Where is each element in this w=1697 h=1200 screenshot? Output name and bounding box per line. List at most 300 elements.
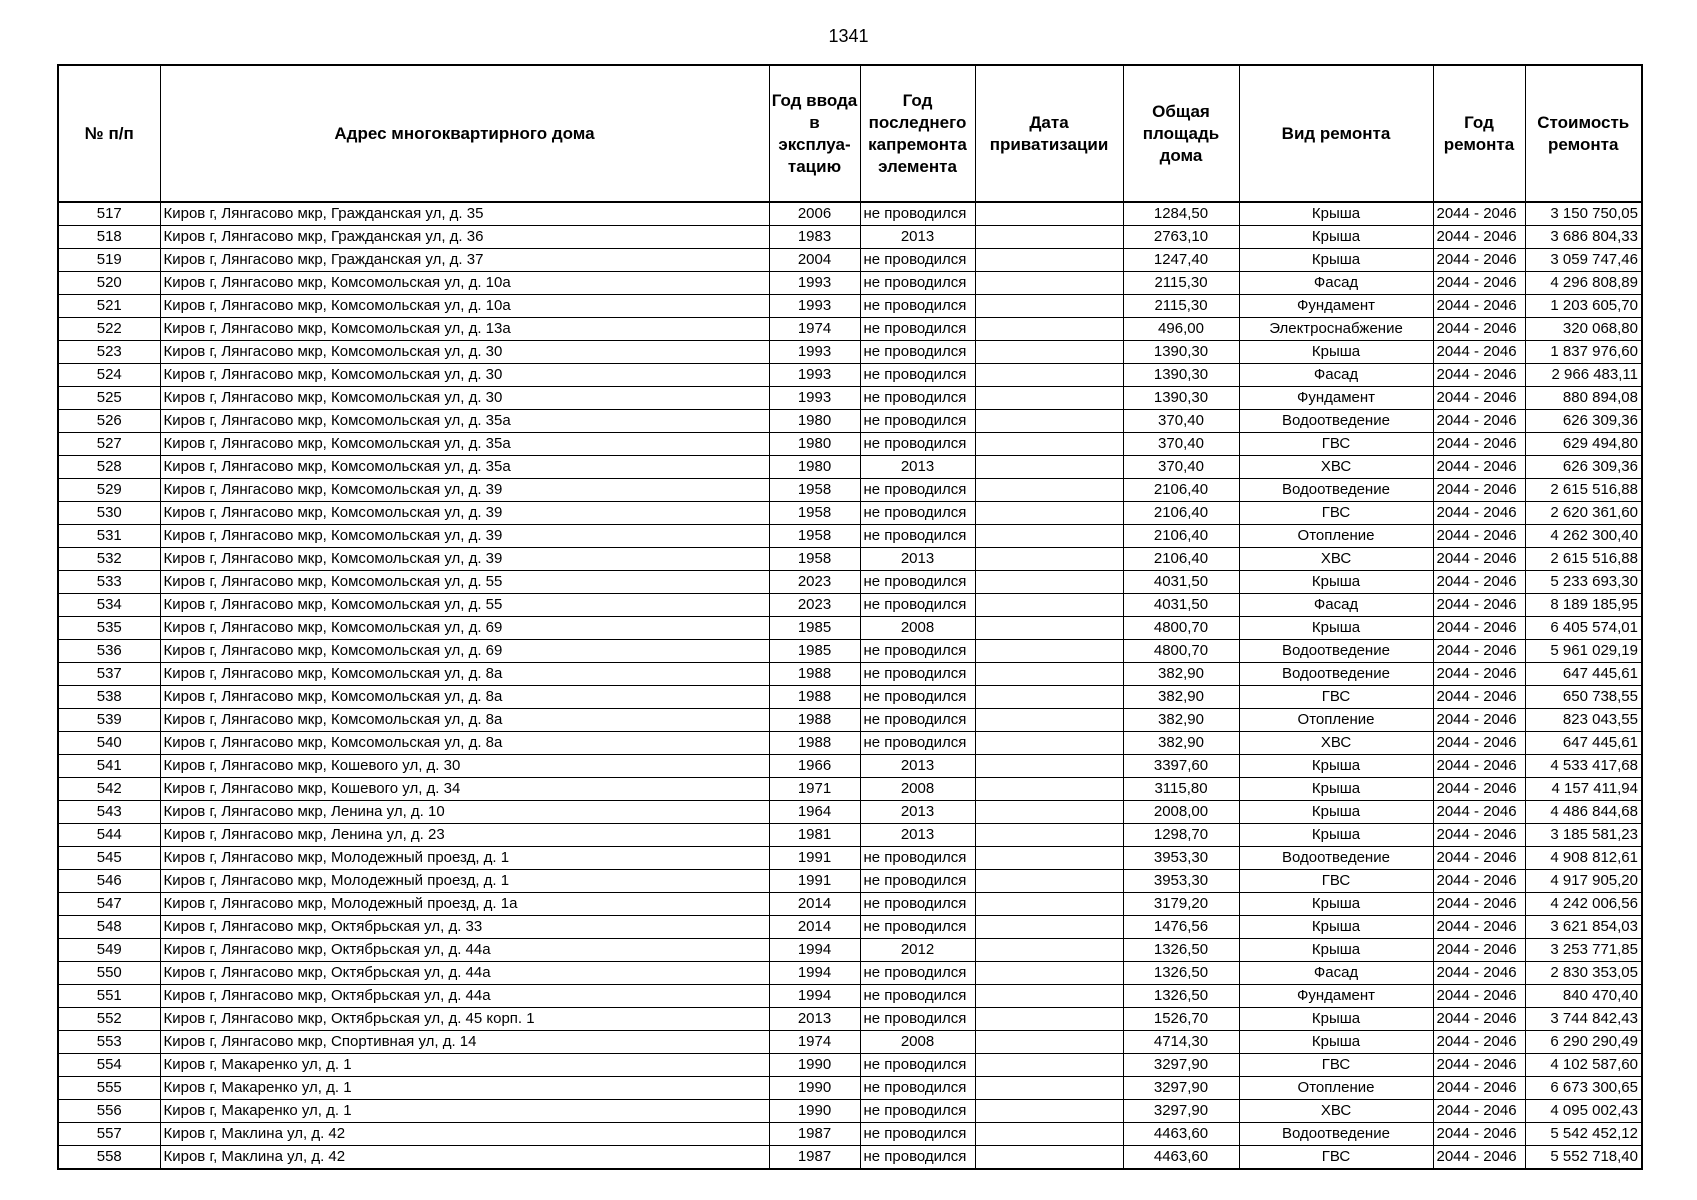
cell-repair-type: Водоотведение <box>1239 847 1433 870</box>
cell-total-area: 382,90 <box>1123 686 1239 709</box>
cell-number: 545 <box>58 847 160 870</box>
cell-repair-cost: 840 470,40 <box>1525 985 1642 1008</box>
cell-total-area: 3179,20 <box>1123 893 1239 916</box>
cell-repair-year: 2044 - 2046 <box>1433 847 1525 870</box>
cell-repair-year: 2044 - 2046 <box>1433 364 1525 387</box>
cell-repair-type: Водоотведение <box>1239 1123 1433 1146</box>
table-row <box>58 433 1642 456</box>
cell-last-repair-year: не проводился <box>860 732 975 755</box>
cell-repair-type: Фасад <box>1239 594 1433 617</box>
cell-total-area: 4463,60 <box>1123 1146 1239 1170</box>
cell-repair-type: ГВС <box>1239 502 1433 525</box>
cell-total-area: 1526,70 <box>1123 1008 1239 1031</box>
cell-number: 528 <box>58 456 160 479</box>
table-row <box>58 226 1642 249</box>
table-row <box>58 202 1642 226</box>
cell-repair-cost: 5 552 718,40 <box>1525 1146 1642 1170</box>
cell-privatization-date <box>975 916 1123 939</box>
cell-privatization-date <box>975 640 1123 663</box>
cell-commission-year: 1993 <box>769 364 860 387</box>
table-row <box>58 272 1642 295</box>
cell-total-area: 2106,40 <box>1123 548 1239 571</box>
cell-number: 535 <box>58 617 160 640</box>
cell-total-area: 1390,30 <box>1123 387 1239 410</box>
cell-last-repair-year: не проводился <box>860 479 975 502</box>
table-row <box>58 824 1642 847</box>
cell-privatization-date <box>975 387 1123 410</box>
cell-address: Киров г, Маклина ул, д. 42 <box>160 1123 769 1146</box>
table-row <box>58 709 1642 732</box>
cell-privatization-date <box>975 502 1123 525</box>
cell-number: 556 <box>58 1100 160 1123</box>
cell-repair-type: Крыша <box>1239 824 1433 847</box>
cell-repair-cost: 6 290 290,49 <box>1525 1031 1642 1054</box>
cell-privatization-date <box>975 824 1123 847</box>
cell-commission-year: 1990 <box>769 1054 860 1077</box>
cell-total-area: 2106,40 <box>1123 525 1239 548</box>
cell-repair-type: Водоотведение <box>1239 640 1433 663</box>
cell-repair-year: 2044 - 2046 <box>1433 640 1525 663</box>
cell-repair-year: 2044 - 2046 <box>1433 1077 1525 1100</box>
cell-commission-year: 1993 <box>769 272 860 295</box>
table-row <box>58 732 1642 755</box>
cell-number: 526 <box>58 410 160 433</box>
cell-repair-type: Крыша <box>1239 916 1433 939</box>
cell-commission-year: 1994 <box>769 939 860 962</box>
cell-last-repair-year: не проводился <box>860 1008 975 1031</box>
cell-number: 542 <box>58 778 160 801</box>
cell-repair-cost: 6 673 300,65 <box>1525 1077 1642 1100</box>
header-repair-year: Год ремонта <box>1433 65 1525 202</box>
cell-address: Киров г, Лянгасово мкр, Кошевого ул, д. 34 <box>160 778 769 801</box>
cell-address: Киров г, Макаренко ул, д. 1 <box>160 1054 769 1077</box>
cell-address: Киров г, Лянгасово мкр, Молодежный проезд, д. 1 <box>160 870 769 893</box>
cell-last-repair-year: не проводился <box>860 364 975 387</box>
table-row <box>58 318 1642 341</box>
cell-total-area: 370,40 <box>1123 433 1239 456</box>
cell-last-repair-year: 2013 <box>860 548 975 571</box>
cell-repair-year: 2044 - 2046 <box>1433 272 1525 295</box>
cell-total-area: 4031,50 <box>1123 594 1239 617</box>
header-commission-year: Год ввода в эксплуа-тацию <box>769 65 860 202</box>
table-row <box>58 1054 1642 1077</box>
cell-commission-year: 1993 <box>769 295 860 318</box>
cell-address: Киров г, Макаренко ул, д. 1 <box>160 1100 769 1123</box>
cell-address: Киров г, Лянгасово мкр, Гражданская ул, д. 36 <box>160 226 769 249</box>
header-repair-cost: Стоимость ремонта <box>1525 65 1642 202</box>
cell-repair-cost: 823 043,55 <box>1525 709 1642 732</box>
cell-repair-cost: 3 185 581,23 <box>1525 824 1642 847</box>
header-repair-type: Вид ремонта <box>1239 65 1433 202</box>
cell-address: Киров г, Лянгасово мкр, Комсомольская ул, д. 8а <box>160 663 769 686</box>
cell-address: Киров г, Лянгасово мкр, Ленина ул, д. 23 <box>160 824 769 847</box>
cell-commission-year: 1958 <box>769 525 860 548</box>
cell-last-repair-year: не проводился <box>860 1100 975 1123</box>
table-row <box>58 571 1642 594</box>
table-row <box>58 870 1642 893</box>
cell-commission-year: 2013 <box>769 1008 860 1031</box>
cell-repair-year: 2044 - 2046 <box>1433 686 1525 709</box>
cell-repair-cost: 3 686 804,33 <box>1525 226 1642 249</box>
cell-total-area: 2008,00 <box>1123 801 1239 824</box>
cell-address: Киров г, Лянгасово мкр, Комсомольская ул, д. 10а <box>160 295 769 318</box>
cell-repair-type: Отопление <box>1239 709 1433 732</box>
cell-repair-cost: 1 203 605,70 <box>1525 295 1642 318</box>
cell-repair-cost: 8 189 185,95 <box>1525 594 1642 617</box>
cell-repair-cost: 3 059 747,46 <box>1525 249 1642 272</box>
cell-commission-year: 1980 <box>769 456 860 479</box>
cell-address: Киров г, Лянгасово мкр, Комсомольская ул, д. 8а <box>160 732 769 755</box>
cell-total-area: 1298,70 <box>1123 824 1239 847</box>
cell-total-area: 4031,50 <box>1123 571 1239 594</box>
table-row <box>58 1031 1642 1054</box>
cell-total-area: 2106,40 <box>1123 479 1239 502</box>
cell-repair-year: 2044 - 2046 <box>1433 341 1525 364</box>
table-row <box>58 617 1642 640</box>
cell-last-repair-year: 2013 <box>860 226 975 249</box>
cell-number: 554 <box>58 1054 160 1077</box>
cell-repair-cost: 650 738,55 <box>1525 686 1642 709</box>
cell-repair-cost: 629 494,80 <box>1525 433 1642 456</box>
cell-address: Киров г, Лянгасово мкр, Октябрьская ул, д. 33 <box>160 916 769 939</box>
table-row <box>58 387 1642 410</box>
cell-privatization-date <box>975 226 1123 249</box>
cell-last-repair-year: не проводился <box>860 341 975 364</box>
table-row <box>58 755 1642 778</box>
cell-repair-year: 2044 - 2046 <box>1433 1008 1525 1031</box>
cell-repair-cost: 2 620 361,60 <box>1525 502 1642 525</box>
cell-privatization-date <box>975 939 1123 962</box>
cell-number: 544 <box>58 824 160 847</box>
table-row <box>58 640 1642 663</box>
table-row <box>58 778 1642 801</box>
cell-address: Киров г, Лянгасово мкр, Комсомольская ул, д. 69 <box>160 640 769 663</box>
cell-address: Киров г, Лянгасово мкр, Спортивная ул, д. 14 <box>160 1031 769 1054</box>
cell-address: Киров г, Лянгасово мкр, Комсомольская ул, д. 30 <box>160 387 769 410</box>
cell-address: Киров г, Лянгасово мкр, Комсомольская ул, д. 8а <box>160 686 769 709</box>
cell-privatization-date <box>975 364 1123 387</box>
cell-total-area: 1326,50 <box>1123 985 1239 1008</box>
cell-number: 527 <box>58 433 160 456</box>
cell-last-repair-year: не проводился <box>860 962 975 985</box>
cell-commission-year: 2006 <box>769 202 860 226</box>
cell-repair-year: 2044 - 2046 <box>1433 778 1525 801</box>
cell-repair-type: Крыша <box>1239 617 1433 640</box>
cell-total-area: 4800,70 <box>1123 617 1239 640</box>
cell-last-repair-year: не проводился <box>860 640 975 663</box>
cell-total-area: 2115,30 <box>1123 272 1239 295</box>
cell-repair-cost: 5 961 029,19 <box>1525 640 1642 663</box>
cell-repair-type: ХВС <box>1239 456 1433 479</box>
cell-number: 551 <box>58 985 160 1008</box>
table-row <box>58 962 1642 985</box>
cell-privatization-date <box>975 1077 1123 1100</box>
cell-commission-year: 1988 <box>769 686 860 709</box>
cell-repair-cost: 6 405 574,01 <box>1525 617 1642 640</box>
cell-privatization-date <box>975 847 1123 870</box>
cell-total-area: 370,40 <box>1123 410 1239 433</box>
cell-last-repair-year: 2013 <box>860 824 975 847</box>
cell-repair-type: ГВС <box>1239 1054 1433 1077</box>
cell-repair-type: Крыша <box>1239 778 1433 801</box>
cell-repair-year: 2044 - 2046 <box>1433 709 1525 732</box>
cell-total-area: 382,90 <box>1123 663 1239 686</box>
cell-privatization-date <box>975 1123 1123 1146</box>
cell-last-repair-year: не проводился <box>860 847 975 870</box>
cell-last-repair-year: не проводился <box>860 916 975 939</box>
cell-repair-year: 2044 - 2046 <box>1433 824 1525 847</box>
cell-address: Киров г, Лянгасово мкр, Комсомольская ул, д. 39 <box>160 502 769 525</box>
cell-privatization-date <box>975 202 1123 226</box>
table-row <box>58 893 1642 916</box>
cell-last-repair-year: не проводился <box>860 870 975 893</box>
cell-last-repair-year: не проводился <box>860 1054 975 1077</box>
cell-number: 536 <box>58 640 160 663</box>
cell-repair-year: 2044 - 2046 <box>1433 226 1525 249</box>
cell-address: Киров г, Лянгасово мкр, Комсомольская ул, д. 13а <box>160 318 769 341</box>
cell-commission-year: 1985 <box>769 640 860 663</box>
cell-total-area: 370,40 <box>1123 456 1239 479</box>
table-row <box>58 916 1642 939</box>
cell-address: Киров г, Лянгасово мкр, Молодежный проезд, д. 1 <box>160 847 769 870</box>
cell-repair-type: Фасад <box>1239 272 1433 295</box>
cell-privatization-date <box>975 272 1123 295</box>
header-total-area: Общая площадь дома <box>1123 65 1239 202</box>
cell-total-area: 382,90 <box>1123 709 1239 732</box>
cell-commission-year: 1987 <box>769 1146 860 1170</box>
cell-repair-year: 2044 - 2046 <box>1433 410 1525 433</box>
cell-number: 539 <box>58 709 160 732</box>
cell-repair-year: 2044 - 2046 <box>1433 870 1525 893</box>
cell-privatization-date <box>975 433 1123 456</box>
cell-number: 548 <box>58 916 160 939</box>
cell-repair-cost: 3 150 750,05 <box>1525 202 1642 226</box>
cell-address: Киров г, Лянгасово мкр, Комсомольская ул, д. 10а <box>160 272 769 295</box>
cell-total-area: 2763,10 <box>1123 226 1239 249</box>
cell-repair-year: 2044 - 2046 <box>1433 433 1525 456</box>
cell-repair-type: Водоотведение <box>1239 663 1433 686</box>
cell-repair-type: ГВС <box>1239 1146 1433 1170</box>
cell-number: 521 <box>58 295 160 318</box>
cell-number: 546 <box>58 870 160 893</box>
cell-repair-type: Крыша <box>1239 801 1433 824</box>
cell-total-area: 4714,30 <box>1123 1031 1239 1054</box>
cell-repair-cost: 2 830 353,05 <box>1525 962 1642 985</box>
table-row <box>58 525 1642 548</box>
cell-repair-year: 2044 - 2046 <box>1433 893 1525 916</box>
cell-commission-year: 1985 <box>769 617 860 640</box>
cell-address: Киров г, Лянгасово мкр, Комсомольская ул, д. 30 <box>160 364 769 387</box>
cell-repair-cost: 4 095 002,43 <box>1525 1100 1642 1123</box>
cell-repair-year: 2044 - 2046 <box>1433 502 1525 525</box>
table-row <box>58 1123 1642 1146</box>
cell-last-repair-year: не проводился <box>860 686 975 709</box>
cell-total-area: 2106,40 <box>1123 502 1239 525</box>
cell-total-area: 4800,70 <box>1123 640 1239 663</box>
cell-number: 523 <box>58 341 160 364</box>
cell-address: Киров г, Лянгасово мкр, Октябрьская ул, д. 44а <box>160 985 769 1008</box>
cell-repair-type: Фундамент <box>1239 387 1433 410</box>
table-row <box>58 663 1642 686</box>
cell-privatization-date <box>975 801 1123 824</box>
cell-number: 558 <box>58 1146 160 1170</box>
cell-total-area: 3297,90 <box>1123 1054 1239 1077</box>
cell-repair-year: 2044 - 2046 <box>1433 801 1525 824</box>
cell-repair-cost: 3 744 842,43 <box>1525 1008 1642 1031</box>
cell-repair-cost: 2 615 516,88 <box>1525 479 1642 502</box>
cell-repair-type: Крыша <box>1239 202 1433 226</box>
cell-repair-cost: 1 837 976,60 <box>1525 341 1642 364</box>
cell-repair-type: Фасад <box>1239 364 1433 387</box>
cell-address: Киров г, Лянгасово мкр, Октябрьская ул, д. 44а <box>160 962 769 985</box>
cell-privatization-date <box>975 962 1123 985</box>
cell-repair-type: Фасад <box>1239 962 1433 985</box>
cell-number: 550 <box>58 962 160 985</box>
table-row <box>58 594 1642 617</box>
cell-address: Киров г, Лянгасово мкр, Гражданская ул, д. 37 <box>160 249 769 272</box>
cell-number: 531 <box>58 525 160 548</box>
cell-privatization-date <box>975 341 1123 364</box>
cell-number: 557 <box>58 1123 160 1146</box>
cell-total-area: 1476,56 <box>1123 916 1239 939</box>
cell-total-area: 1326,50 <box>1123 939 1239 962</box>
cell-repair-year: 2044 - 2046 <box>1433 387 1525 410</box>
cell-last-repair-year: не проводился <box>860 893 975 916</box>
cell-commission-year: 1983 <box>769 226 860 249</box>
table-header-row <box>58 65 1642 202</box>
cell-number: 552 <box>58 1008 160 1031</box>
cell-commission-year: 1991 <box>769 847 860 870</box>
cell-commission-year: 1971 <box>769 778 860 801</box>
page-number: 1341 <box>828 26 869 46</box>
cell-commission-year: 1988 <box>769 663 860 686</box>
cell-last-repair-year: не проводился <box>860 318 975 341</box>
cell-privatization-date <box>975 548 1123 571</box>
cell-total-area: 3397,60 <box>1123 755 1239 778</box>
cell-total-area: 496,00 <box>1123 318 1239 341</box>
cell-commission-year: 1988 <box>769 732 860 755</box>
cell-privatization-date <box>975 318 1123 341</box>
cell-total-area: 382,90 <box>1123 732 1239 755</box>
cell-repair-cost: 4 102 587,60 <box>1525 1054 1642 1077</box>
cell-privatization-date <box>975 663 1123 686</box>
cell-repair-cost: 647 445,61 <box>1525 732 1642 755</box>
cell-last-repair-year: не проводился <box>860 663 975 686</box>
cell-total-area: 1326,50 <box>1123 962 1239 985</box>
cell-number: 532 <box>58 548 160 571</box>
cell-repair-year: 2044 - 2046 <box>1433 1054 1525 1077</box>
cell-repair-type: Крыша <box>1239 341 1433 364</box>
cell-address: Киров г, Маклина ул, д. 42 <box>160 1146 769 1170</box>
cell-repair-cost: 3 621 854,03 <box>1525 916 1642 939</box>
cell-repair-cost: 320 068,80 <box>1525 318 1642 341</box>
cell-repair-type: Крыша <box>1239 755 1433 778</box>
cell-repair-type: Крыша <box>1239 939 1433 962</box>
cell-commission-year: 1988 <box>769 709 860 732</box>
cell-privatization-date <box>975 709 1123 732</box>
cell-commission-year: 2014 <box>769 916 860 939</box>
cell-repair-cost: 4 157 411,94 <box>1525 778 1642 801</box>
cell-repair-type: ХВС <box>1239 1100 1433 1123</box>
cell-address: Киров г, Лянгасово мкр, Комсомольская ул, д. 39 <box>160 479 769 502</box>
cell-last-repair-year: не проводился <box>860 502 975 525</box>
cell-repair-year: 2044 - 2046 <box>1433 916 1525 939</box>
cell-address: Киров г, Лянгасово мкр, Октябрьская ул, д. 44а <box>160 939 769 962</box>
cell-repair-year: 2044 - 2046 <box>1433 1146 1525 1170</box>
cell-commission-year: 1958 <box>769 479 860 502</box>
table-row <box>58 847 1642 870</box>
cell-repair-cost: 880 894,08 <box>1525 387 1642 410</box>
cell-total-area: 3953,30 <box>1123 870 1239 893</box>
cell-commission-year: 1993 <box>769 387 860 410</box>
cell-commission-year: 1964 <box>769 801 860 824</box>
repair-table <box>57 64 1643 1170</box>
header-number: № п/п <box>58 65 160 202</box>
header-address: Адрес многоквартирного дома <box>160 65 769 202</box>
cell-privatization-date <box>975 594 1123 617</box>
cell-privatization-date <box>975 778 1123 801</box>
cell-repair-year: 2044 - 2046 <box>1433 1031 1525 1054</box>
cell-privatization-date <box>975 617 1123 640</box>
cell-number: 517 <box>58 202 160 226</box>
table-row <box>58 801 1642 824</box>
cell-repair-type: Крыша <box>1239 893 1433 916</box>
cell-commission-year: 1974 <box>769 1031 860 1054</box>
cell-commission-year: 1981 <box>769 824 860 847</box>
cell-privatization-date <box>975 1031 1123 1054</box>
cell-privatization-date <box>975 686 1123 709</box>
cell-repair-year: 2044 - 2046 <box>1433 617 1525 640</box>
cell-total-area: 4463,60 <box>1123 1123 1239 1146</box>
cell-commission-year: 1994 <box>769 985 860 1008</box>
cell-number: 534 <box>58 594 160 617</box>
cell-last-repair-year: 2012 <box>860 939 975 962</box>
cell-repair-type: ГВС <box>1239 870 1433 893</box>
cell-privatization-date <box>975 985 1123 1008</box>
cell-repair-cost: 626 309,36 <box>1525 410 1642 433</box>
cell-last-repair-year: не проводился <box>860 525 975 548</box>
cell-repair-cost: 3 253 771,85 <box>1525 939 1642 962</box>
cell-number: 533 <box>58 571 160 594</box>
cell-last-repair-year: не проводился <box>860 387 975 410</box>
cell-repair-cost: 4 908 812,61 <box>1525 847 1642 870</box>
table-row <box>58 1100 1642 1123</box>
table-row <box>58 686 1642 709</box>
cell-address: Киров г, Лянгасово мкр, Комсомольская ул, д. 35а <box>160 433 769 456</box>
cell-commission-year: 1987 <box>769 1123 860 1146</box>
cell-last-repair-year: не проводился <box>860 1146 975 1170</box>
cell-number: 553 <box>58 1031 160 1054</box>
cell-address: Киров г, Лянгасово мкр, Комсомольская ул, д. 35а <box>160 410 769 433</box>
cell-last-repair-year: не проводился <box>860 410 975 433</box>
cell-total-area: 2115,30 <box>1123 295 1239 318</box>
cell-total-area: 3297,90 <box>1123 1077 1239 1100</box>
cell-repair-type: Водоотведение <box>1239 410 1433 433</box>
cell-number: 547 <box>58 893 160 916</box>
cell-total-area: 3297,90 <box>1123 1100 1239 1123</box>
cell-repair-year: 2044 - 2046 <box>1433 594 1525 617</box>
cell-repair-cost: 4 917 905,20 <box>1525 870 1642 893</box>
cell-number: 555 <box>58 1077 160 1100</box>
table-row <box>58 341 1642 364</box>
cell-last-repair-year: 2013 <box>860 755 975 778</box>
cell-number: 525 <box>58 387 160 410</box>
cell-commission-year: 2023 <box>769 594 860 617</box>
cell-privatization-date <box>975 1008 1123 1031</box>
cell-number: 518 <box>58 226 160 249</box>
cell-last-repair-year: 2013 <box>860 801 975 824</box>
cell-repair-year: 2044 - 2046 <box>1433 202 1525 226</box>
